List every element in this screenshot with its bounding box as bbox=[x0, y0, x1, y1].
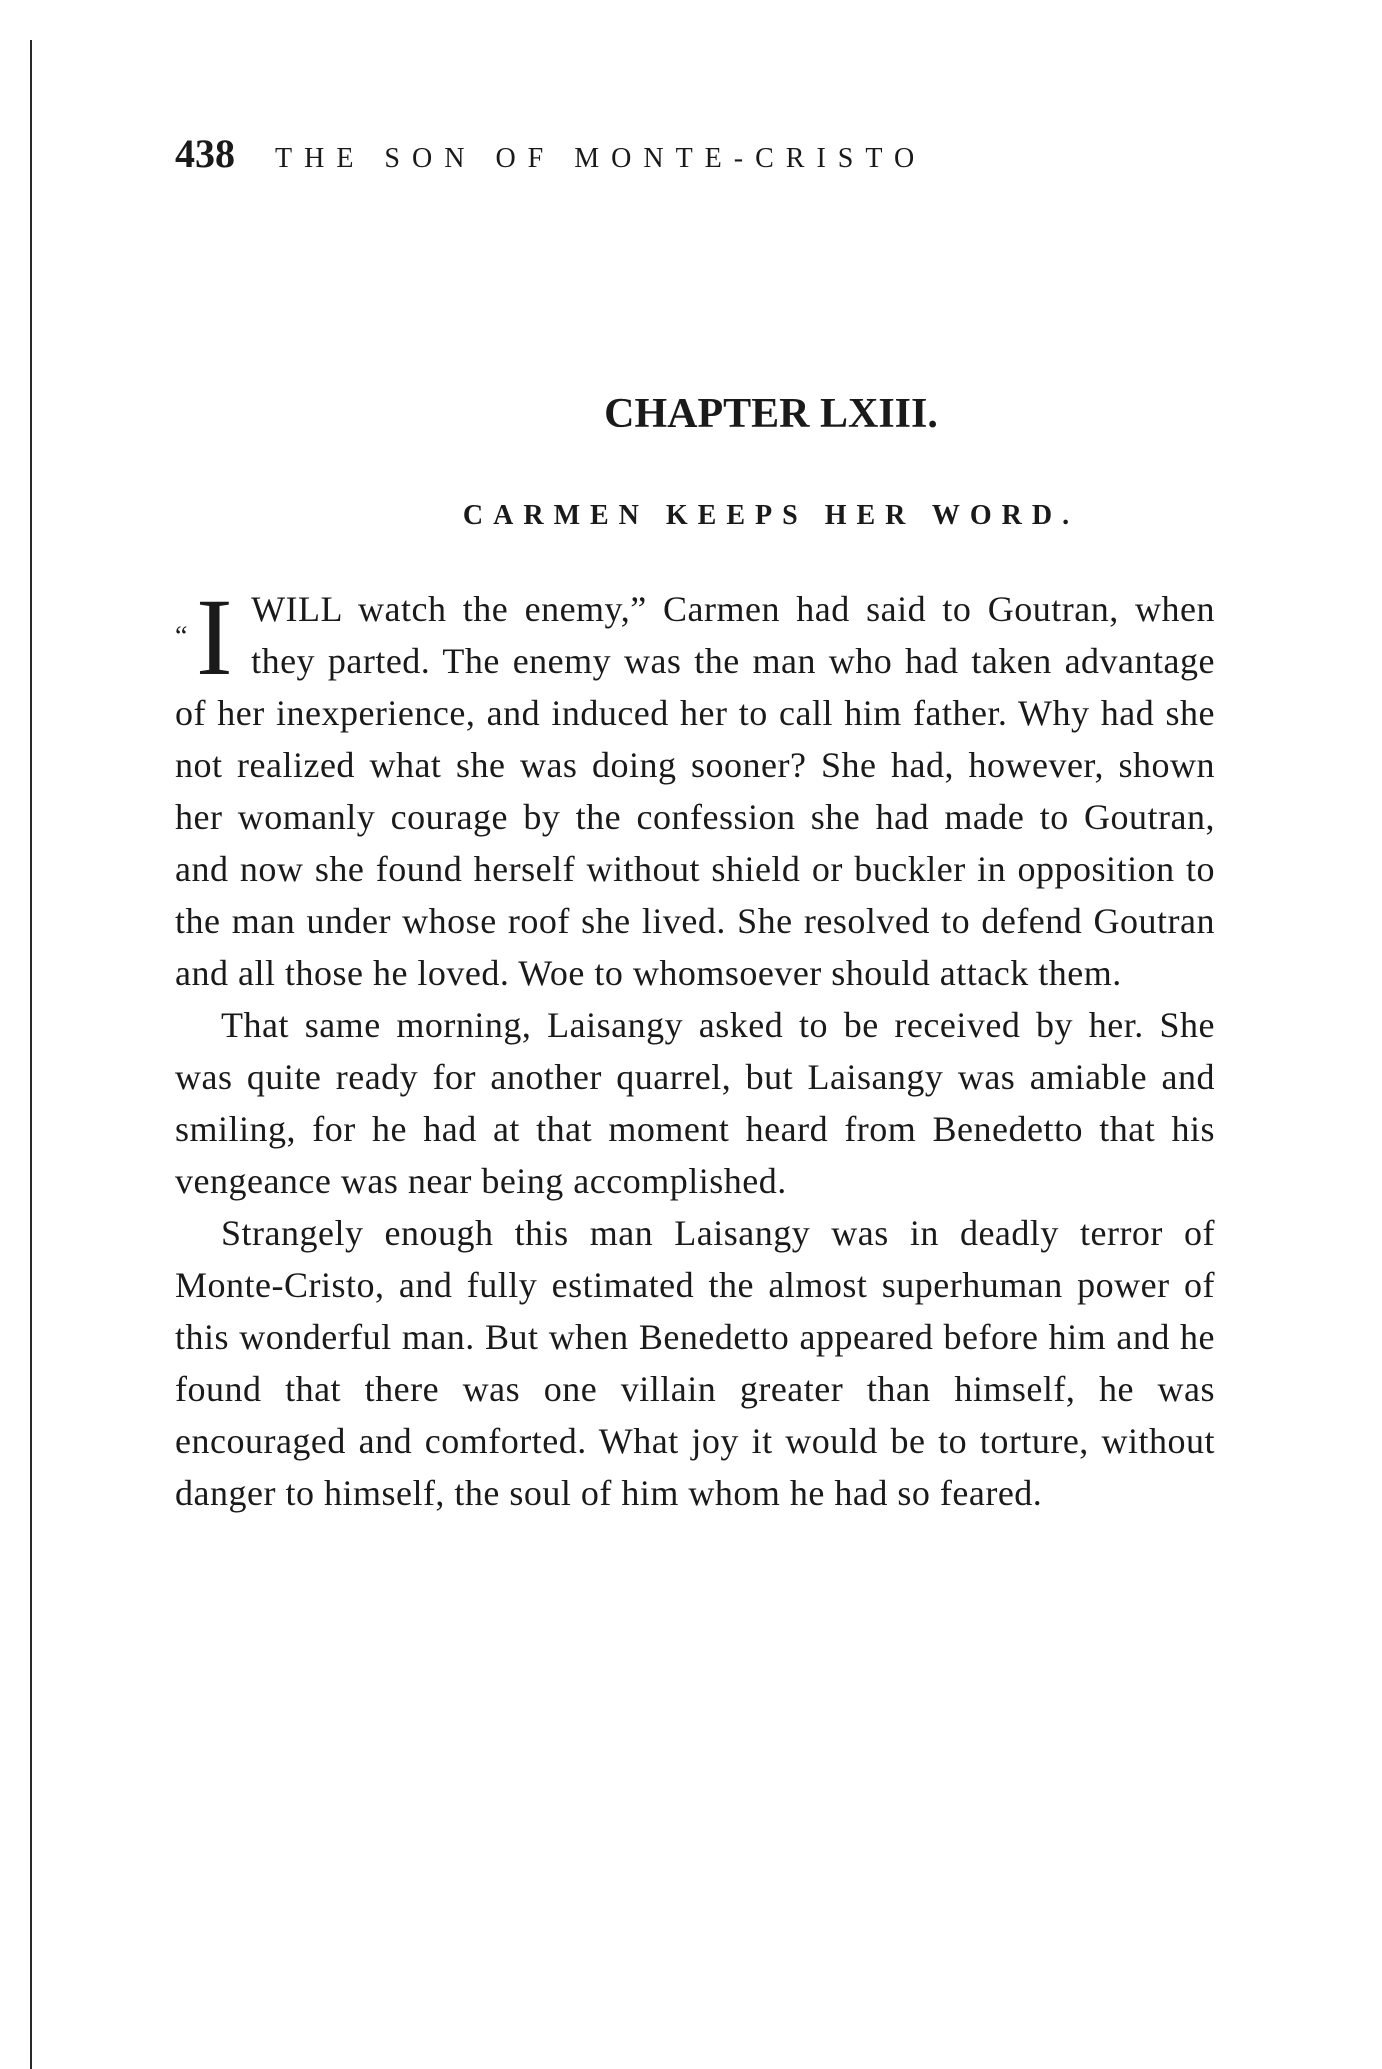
page-number: 438 bbox=[175, 131, 235, 176]
page-header bbox=[175, 130, 926, 177]
drop-cap-letter: I bbox=[195, 576, 234, 698]
drop-cap-block bbox=[175, 576, 234, 698]
paragraph-1 bbox=[175, 576, 1215, 999]
paragraph-1-text: WILL watch the enemy,” Carmen had said to Goutran, when they parted. The enemy was the man who had taken advantage of her inexperience, and induced her to call him father. Why had she not realized what she was doing sooner? She had, however, shown her womanly courage by the confession she had made to Goutran, and now she found herself without shield or buckler in opposition to the man under whose roof she lived. She resolved to defend Goutran and all those he loved. Woe to whomsoever should attack them. bbox=[175, 589, 1215, 993]
opening-quote: “ bbox=[175, 621, 188, 652]
chapter-number: CHAPTER LXIII. bbox=[604, 391, 938, 437]
paragraph-3: Strangely enough this man Laisangy was in deadly terror of Monte-Cristo, and fully estimated the almost superhuman power of this wonderful man. But when Benedetto appeared before him and he found that there was one villain greater than himself, he was encouraged and comforted. What joy it would be to torture, without danger to himself, the soul of him whom he had so feared. bbox=[175, 1213, 1215, 1513]
page-edge-line bbox=[30, 40, 32, 2069]
chapter-title: CARMEN KEEPS HER WORD. bbox=[462, 500, 1080, 531]
running-title: THE SON OF MONTE-CRISTO bbox=[275, 143, 927, 174]
paragraph-2: That same morning, Laisangy asked to be received by her. She was quite ready for another quarrel, but Laisangy was amiable and smiling, for he had at that moment heard from Benedetto that his vengeance was near being accomplished. bbox=[175, 1005, 1215, 1201]
body-text bbox=[175, 576, 1215, 1519]
